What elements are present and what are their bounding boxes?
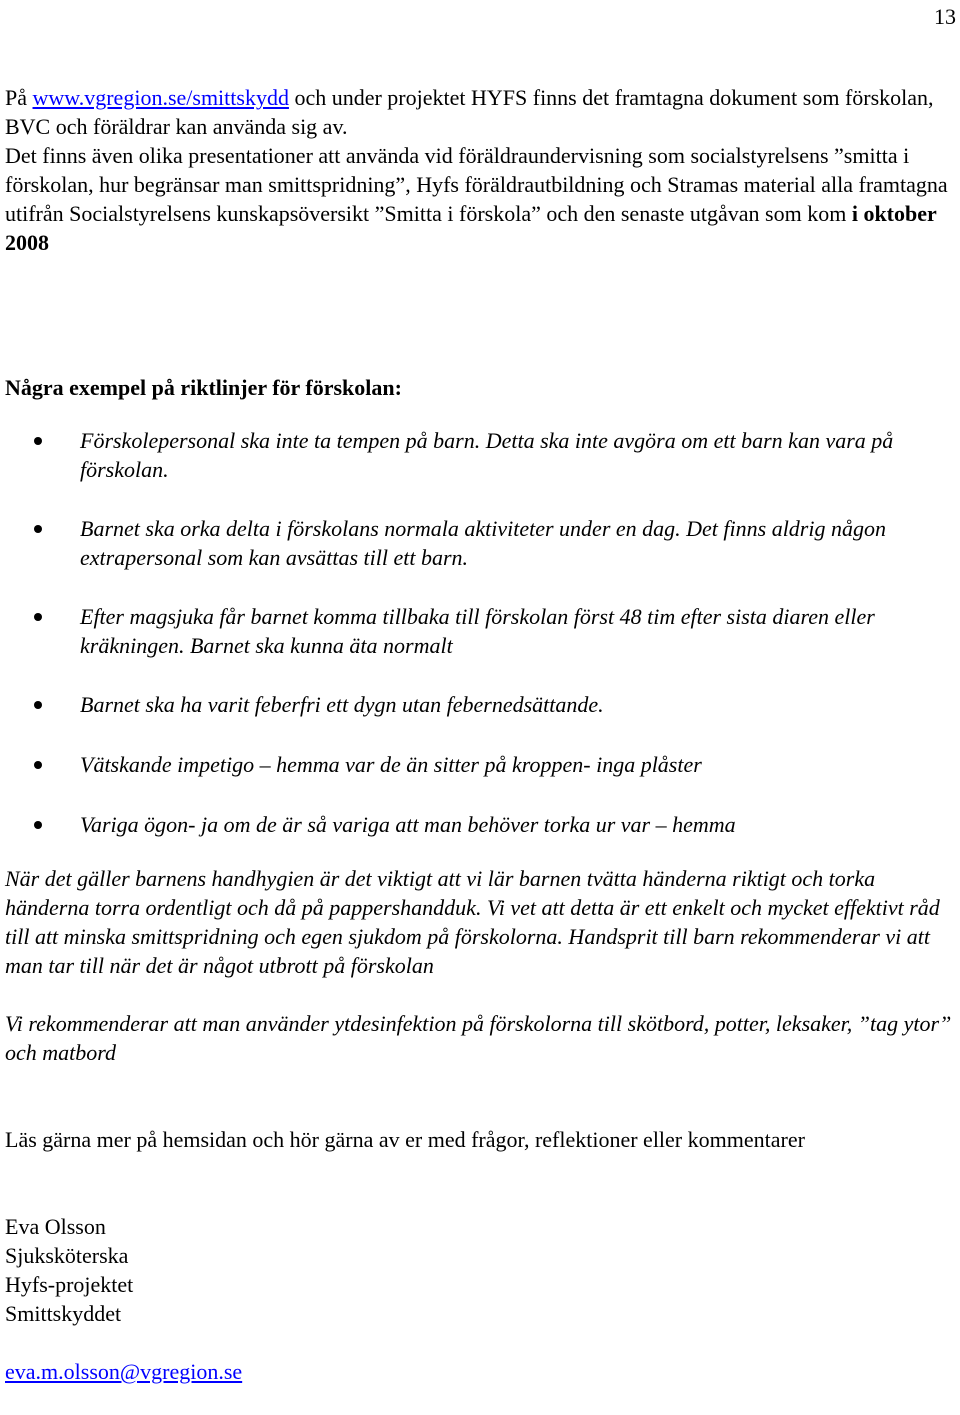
smittskydd-link[interactable]: www.vgregion.se/smittskydd xyxy=(32,85,289,110)
presentations-paragraph xyxy=(5,141,955,257)
list-item xyxy=(5,690,955,719)
page-number: 13 xyxy=(934,4,956,29)
list-item xyxy=(5,426,955,484)
signature-name: Eva Olsson xyxy=(5,1214,106,1239)
presentations-date: i oktober 2008 xyxy=(5,201,937,255)
list-item-text: Variga ögon- ja om de är så variga att man behöver torka ur var – hemma xyxy=(80,812,736,837)
intro-suffix: och under projektet HYFS finns det framtagna dokument som förskolan, BVC och föräldrar kan använda sig av. xyxy=(5,85,934,139)
list-item-text: Barnet ska ha varit feberfri ett dygn utan febernedsättande. xyxy=(80,692,604,717)
email-link[interactable]: eva.m.olsson@vgregion.se xyxy=(5,1359,243,1384)
list-item xyxy=(5,810,955,839)
read-more-paragraph: Läs gärna mer på hemsidan och hör gärna av er med frågor, reflektioner eller kommentarer xyxy=(5,1127,805,1152)
guidelines-list xyxy=(5,426,955,839)
handhygien-paragraph: När det gäller barnens handhygien är det viktigt att vi lär barnen tvätta händerna riktigt och torka händerna torra ordentligt och då på pappershandduk. Vi vet att detta är ett enkelt och mycket effektivt råd till att minska smittspridning och egen sjukdom på förskolorna. Handsprit till barn rekommenderar vi att man tar till när det är något utbrott på förskolan xyxy=(5,866,940,978)
recommendation-paragraph: Vi rekommenderar att man använder ytdesinfektion på förskolorna till skötbord, potter, leksaker, ”tag ytor” och matbord xyxy=(5,1011,952,1065)
document-body xyxy=(5,83,955,1386)
list-item xyxy=(5,514,955,572)
list-item-text: Vätskande impetigo – hemma var de än sitter på kroppen- inga plåster xyxy=(80,752,702,777)
bullet-icon xyxy=(34,761,42,769)
bullet-icon xyxy=(34,437,42,445)
list-item-text: Efter magsjuka får barnet komma tillbaka till förskolan först 48 tim efter sista diaren eller kräkningen. Barnet ska kunna äta normalt xyxy=(80,604,875,658)
bullet-icon xyxy=(34,821,42,829)
signature-title: Sjuksköterska xyxy=(5,1243,129,1268)
guidelines-heading: Några exempel på riktlinjer för förskolan: xyxy=(5,375,402,400)
signature-unit: Smittskyddet xyxy=(5,1301,122,1326)
email-paragraph xyxy=(5,1357,955,1386)
bullet-icon xyxy=(34,525,42,533)
bullet-icon xyxy=(34,613,42,621)
bullet-icon xyxy=(34,701,42,709)
presentations-text: Det finns även olika presentationer att använda vid föräldraundervisning som socialstyrelsens ”smitta i förskolan, hur begränsar man smittspridning”, Hyfs föräldrautbildning och Stramas material alla framtagna utifrån Socialstyrelsens kunskapsöversikt ”Smitta i förskola” och den senaste utgåvan som kom xyxy=(5,143,948,226)
signature-block xyxy=(5,1212,955,1328)
intro-prefix: På xyxy=(5,85,33,110)
intro-paragraph xyxy=(5,83,955,141)
list-item-text: Förskolepersonal ska inte ta tempen på barn. Detta ska inte avgöra om ett barn kan vara på förskolan. xyxy=(80,428,894,482)
list-item xyxy=(5,750,955,779)
list-item-text: Barnet ska orka delta i förskolans normala aktiviteter under en dag. Det finns aldrig någon extrapersonal som kan avsättas till ett barn. xyxy=(80,516,886,570)
list-item xyxy=(5,602,955,660)
signature-project: Hyfs-projektet xyxy=(5,1272,134,1297)
